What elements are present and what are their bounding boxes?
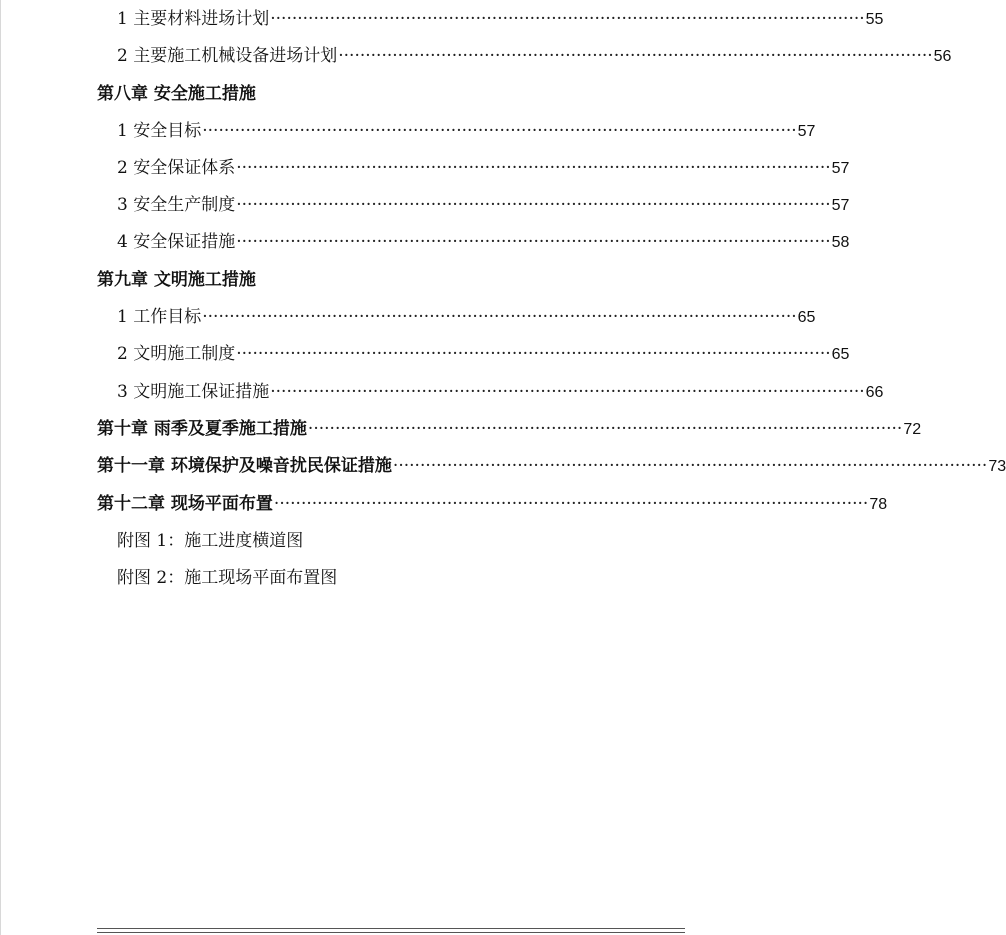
leader-dots: ·············································································································· (270, 382, 865, 402)
toc-chapter-label: 第十二章 现场平面布置 (97, 494, 273, 514)
toc-entry[interactable] (117, 194, 850, 216)
toc-appendix-entry[interactable] (117, 530, 303, 552)
toc-entry[interactable] (117, 45, 952, 67)
toc-entry-page: 65 (797, 309, 816, 326)
leader-dots: ·············································································································· (236, 195, 831, 215)
toc-appendix-entry[interactable] (117, 567, 337, 589)
toc-entry[interactable] (117, 306, 816, 328)
toc-appendix-label: 附图 1：施工进度横道图 (117, 531, 304, 551)
toc-entry-label: 2 主要施工机械设备进场计划 (117, 46, 338, 66)
toc-entry-label: 1 工作目标 (117, 307, 202, 327)
toc-chapter-label: 第八章 安全施工措施 (97, 84, 256, 104)
footer-rule-bottom (97, 932, 685, 933)
toc-entry-page: 57 (831, 197, 850, 214)
leader-dots: ·············································································································· (202, 121, 797, 141)
toc-chapter-entry[interactable] (97, 493, 888, 515)
toc-chapter-label: 第十一章 环境保护及噪音扰民保证措施 (97, 456, 392, 476)
toc-entry-label: 3 文明施工保证措施 (117, 382, 270, 402)
leader-dots: ·············································································································· (392, 456, 988, 476)
toc-entry-page: 73 (988, 458, 1006, 475)
toc-entry-page: 72 (903, 421, 922, 438)
toc-entry-label: 1 主要材料进场计划 (117, 9, 270, 29)
toc-entry[interactable] (117, 157, 850, 179)
leader-dots: ·············································································································· (307, 419, 903, 439)
toc-entry-page: 57 (831, 160, 850, 177)
leader-dots: ·············································································································· (236, 232, 831, 252)
toc-entry-page: 58 (831, 234, 850, 251)
toc-entry[interactable] (117, 120, 816, 142)
toc-entry-page: 56 (933, 48, 952, 65)
toc-entry-page: 55 (865, 11, 884, 28)
leader-dots: ·············································································································· (338, 46, 933, 66)
toc-entry-page: 78 (869, 496, 888, 513)
toc-entry-page: 57 (797, 123, 816, 140)
toc-chapter-entry[interactable] (97, 418, 922, 440)
leader-dots: ·············································································································· (236, 344, 831, 364)
toc-chapter-heading[interactable] (97, 83, 256, 105)
toc-appendix-label: 附图 2：施工现场平面布置图 (117, 568, 338, 588)
toc-entry-label: 2 文明施工制度 (117, 344, 236, 364)
toc-entry[interactable] (117, 8, 884, 30)
toc-entry-label: 2 安全保证体系 (117, 158, 236, 178)
toc-chapter-label: 第十章 雨季及夏季施工措施 (97, 419, 307, 439)
leader-dots: ·············································································································· (236, 158, 831, 178)
toc-chapter-label: 第九章 文明施工措施 (97, 270, 256, 290)
toc-chapter-heading[interactable] (97, 269, 256, 291)
toc-entry[interactable] (117, 231, 850, 253)
leader-dots: ·············································································································· (270, 9, 865, 29)
footer-rule-top (97, 928, 685, 929)
toc-entry[interactable] (117, 381, 884, 403)
leader-dots: ·············································································································· (202, 307, 797, 327)
page-edge (0, 0, 1, 935)
leader-dots: ·············································································································· (273, 494, 869, 514)
toc-entry-label: 3 安全生产制度 (117, 195, 236, 215)
toc-entry-page: 66 (865, 384, 884, 401)
toc-entry-page: 65 (831, 346, 850, 363)
toc-entry[interactable] (117, 343, 850, 365)
toc-entry-label: 1 安全目标 (117, 121, 202, 141)
toc-chapter-entry[interactable] (97, 455, 1006, 477)
toc-entry-label: 4 安全保证措施 (117, 232, 236, 252)
